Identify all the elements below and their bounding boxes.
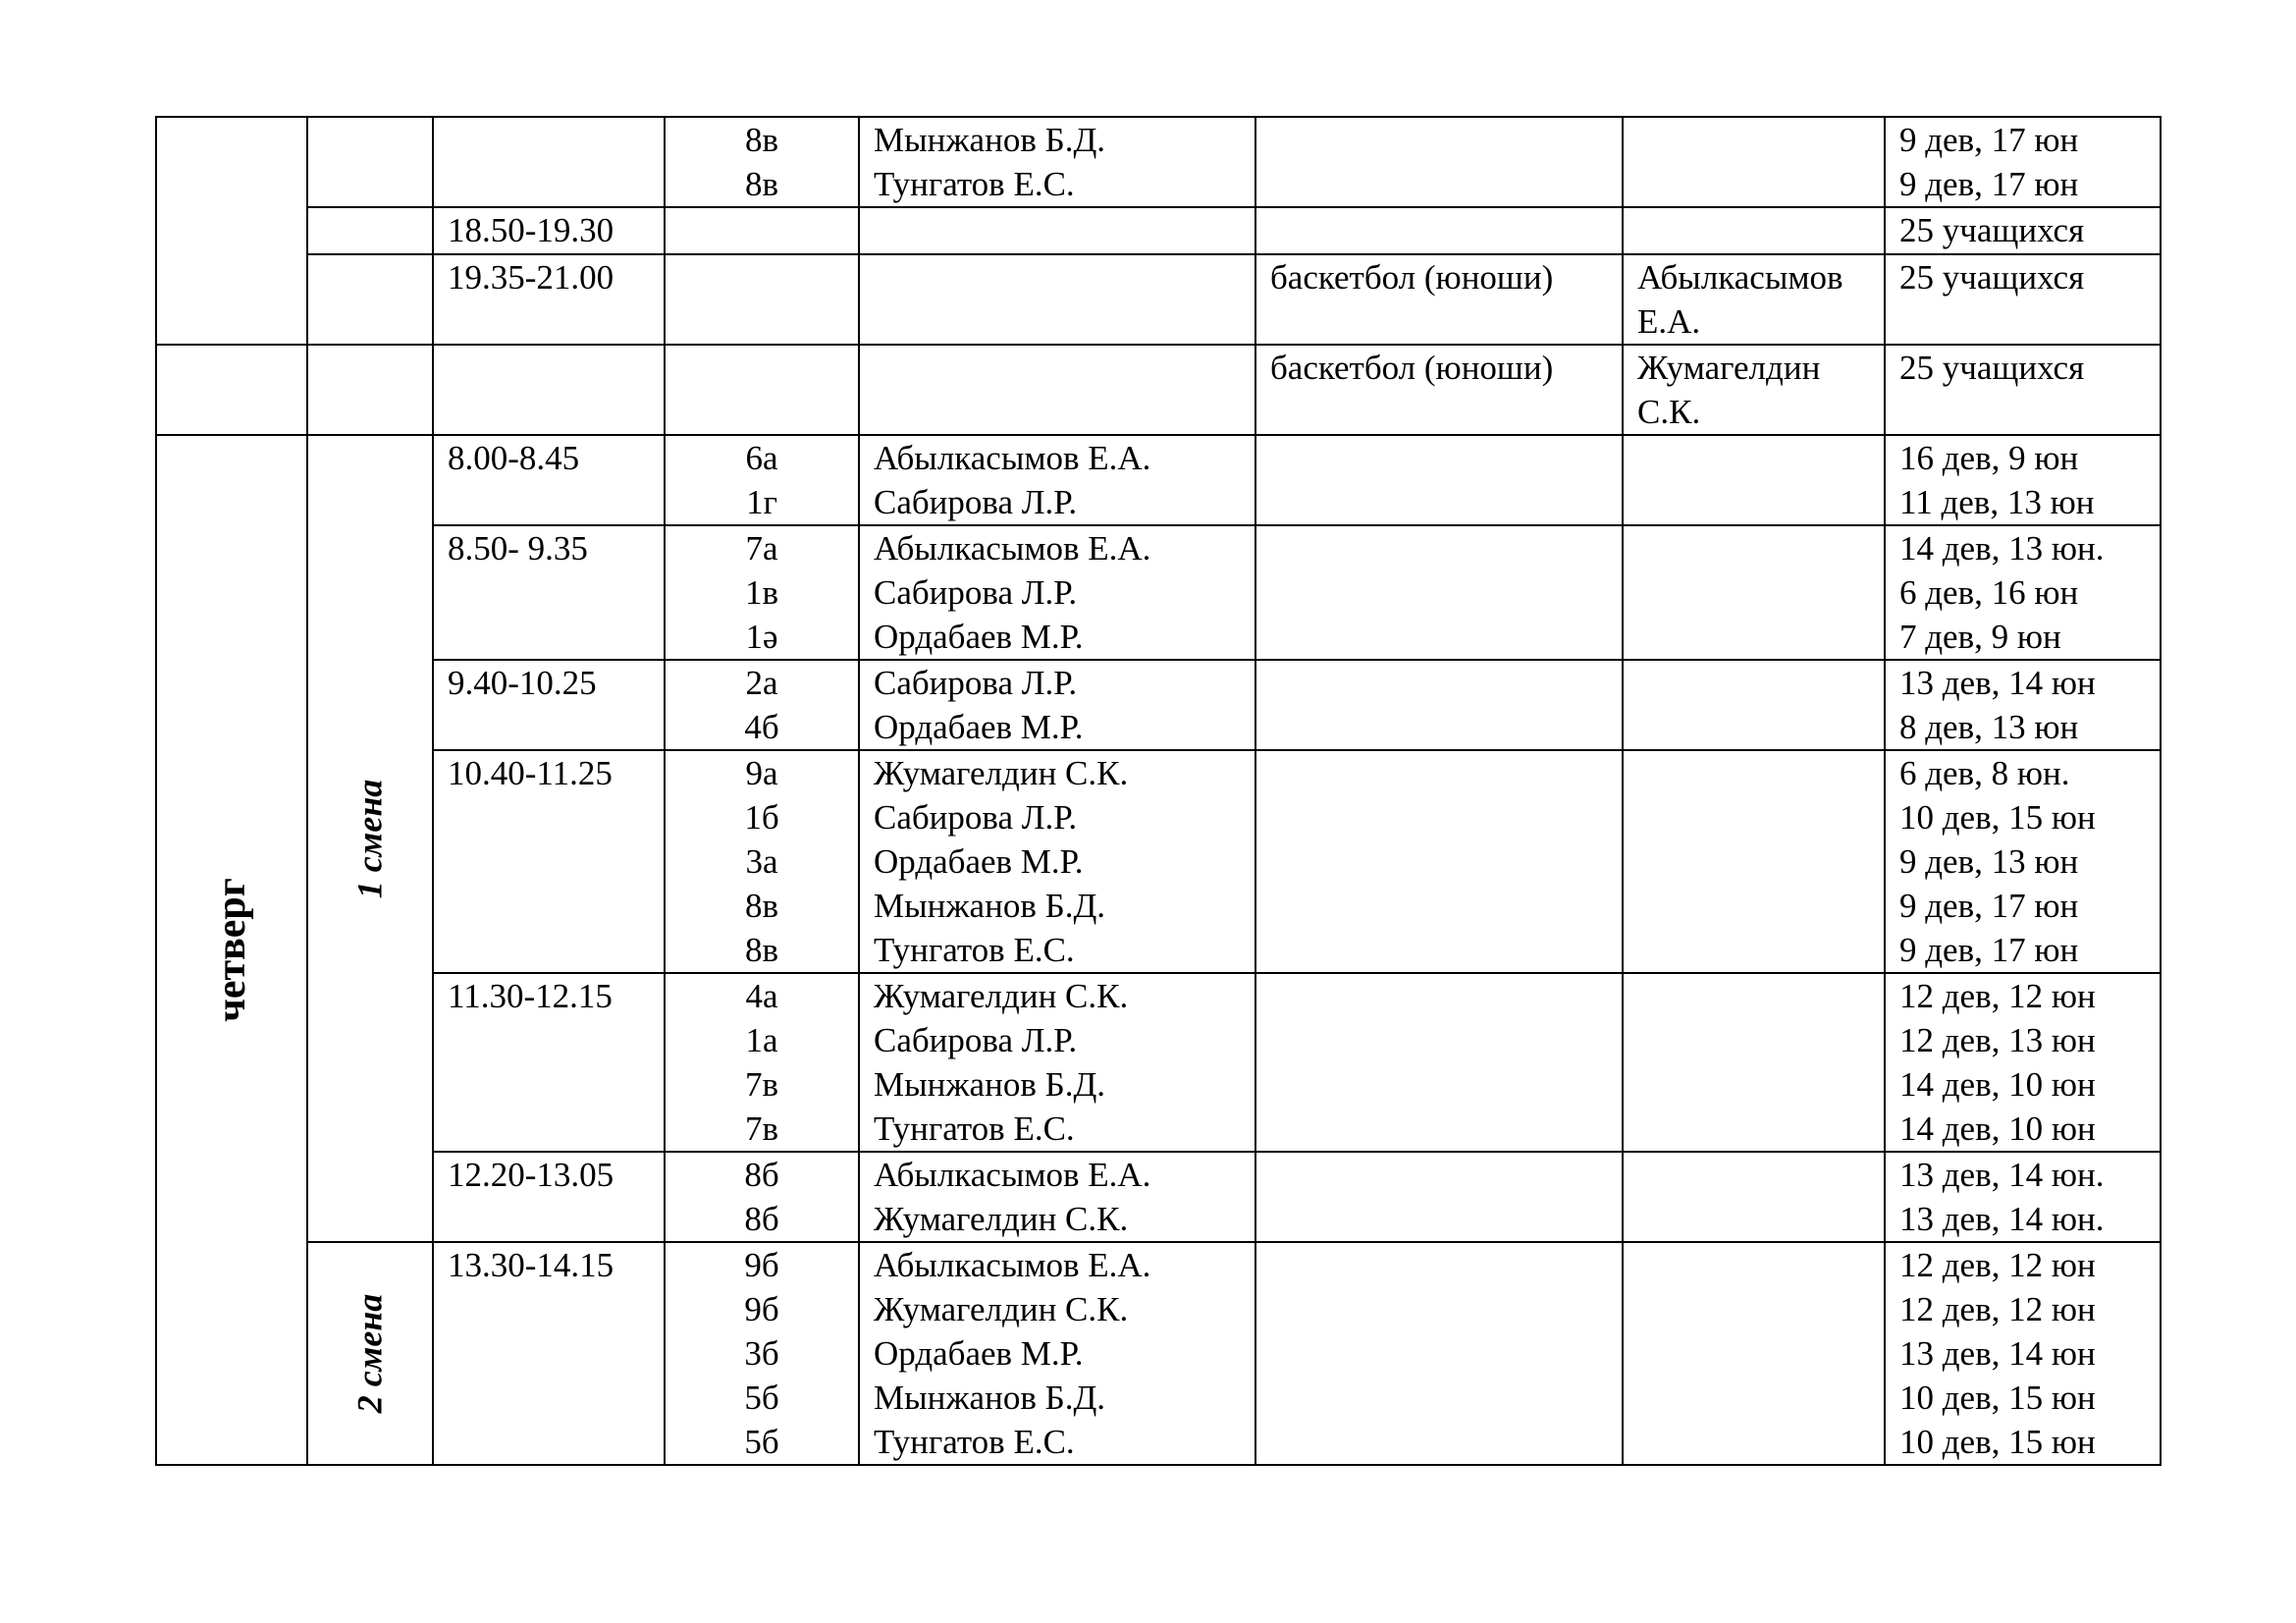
shift-cell-empty [307,345,433,435]
activity-cell [1255,973,1623,1152]
shift-cell-empty [307,254,433,345]
students-cell: 25 учащихся [1885,345,2161,435]
day-cell-empty [156,117,307,345]
time-cell [433,117,665,207]
class-cell: 9б 9б 3б 5б 5б [665,1242,859,1465]
coach-cell [1623,207,1885,254]
activity-cell: баскетбол (юноши) [1255,254,1623,345]
class-cell: 7а 1в 1ә [665,525,859,660]
activity-cell [1255,660,1623,750]
table-row [156,435,2161,525]
coach-cell [1623,1152,1885,1242]
activity-cell [1255,525,1623,660]
day-label: четверг [208,877,254,1022]
students-cell: 12 дев, 12 юн 12 дев, 13 юн 14 дев, 10 юн 14 дев, 10 юн [1885,973,2161,1152]
table-row [156,1152,2161,1242]
time-cell: 13.30-14.15 [433,1242,665,1465]
teacher-cell: Абылкасымов Е.А. Жумагелдин С.К. [859,1152,1255,1242]
table-row [156,660,2161,750]
table-row [156,345,2161,435]
shift-label: 2 смена [349,1293,390,1414]
class-cell [665,345,859,435]
coach-cell [1623,117,1885,207]
teacher-cell [859,254,1255,345]
teacher-cell: Мынжанов Б.Д. Тунгатов Е.С. [859,117,1255,207]
students-cell: 16 дев, 9 юн 11 дев, 13 юн [1885,435,2161,525]
table-row [156,117,2161,207]
activity-cell [1255,207,1623,254]
coach-cell [1623,660,1885,750]
shift-label: 1 смена [349,779,390,898]
coach-cell [1623,1242,1885,1465]
day-label-cell [156,435,307,1465]
students-cell: 25 учащихся [1885,254,2161,345]
shift-cell-empty [307,117,433,207]
students-cell: 14 дев, 13 юн. 6 дев, 16 юн 7 дев, 9 юн [1885,525,2161,660]
shift-cell-empty [307,207,433,254]
students-cell: 6 дев, 8 юн. 10 дев, 15 юн 9 дев, 13 юн 9 дев, 17 юн 9 дев, 17 юн [1885,750,2161,973]
time-cell: 18.50-19.30 [433,207,665,254]
activity-cell [1255,117,1623,207]
class-cell [665,207,859,254]
shift-label-cell [307,435,433,1242]
students-cell: 13 дев, 14 юн 8 дев, 13 юн [1885,660,2161,750]
teacher-cell: Абылкасымов Е.А. Сабирова Л.Р. Ордабаев М.Р. [859,525,1255,660]
teacher-cell [859,207,1255,254]
time-cell [433,345,665,435]
table-row [156,973,2161,1152]
table-row [156,1242,2161,1465]
time-cell: 8.50- 9.35 [433,525,665,660]
class-cell: 8б 8б [665,1152,859,1242]
coach-cell: Абылкасымов Е.А. [1623,254,1885,345]
class-cell: 8в 8в [665,117,859,207]
class-cell [665,254,859,345]
teacher-cell: Абылкасымов Е.А. Жумагелдин С.К. Ордабаев М.Р. Мынжанов Б.Д. Тунгатов Е.С. [859,1242,1255,1465]
class-cell: 2а 4б [665,660,859,750]
class-cell: 4а 1а 7в 7в [665,973,859,1152]
schedule-sheet [155,116,2160,1466]
students-cell: 9 дев, 17 юн 9 дев, 17 юн [1885,117,2161,207]
teacher-cell: Сабирова Л.Р. Ордабаев М.Р. [859,660,1255,750]
day-cell-empty [156,345,307,435]
table-row [156,207,2161,254]
table-row [156,254,2161,345]
time-cell: 10.40-11.25 [433,750,665,973]
teacher-cell: Жумагелдин С.К. Сабирова Л.Р. Ордабаев М.Р. Мынжанов Б.Д. Тунгатов Е.С. [859,750,1255,973]
students-cell: 13 дев, 14 юн. 13 дев, 14 юн. [1885,1152,2161,1242]
coach-cell [1623,525,1885,660]
activity-cell [1255,750,1623,973]
coach-cell [1623,973,1885,1152]
students-cell: 12 дев, 12 юн 12 дев, 12 юн 13 дев, 14 юн 10 дев, 15 юн 10 дев, 15 юн [1885,1242,2161,1465]
coach-cell [1623,750,1885,973]
class-cell: 6а 1г [665,435,859,525]
time-cell: 11.30-12.15 [433,973,665,1152]
activity-cell [1255,1152,1623,1242]
time-cell: 12.20-13.05 [433,1152,665,1242]
shift-label-cell [307,1242,433,1465]
activity-cell [1255,435,1623,525]
teacher-cell [859,345,1255,435]
time-cell: 19.35-21.00 [433,254,665,345]
table-row [156,525,2161,660]
table-row [156,750,2161,973]
teacher-cell: Абылкасымов Е.А. Сабирова Л.Р. [859,435,1255,525]
teacher-cell: Жумагелдин С.К. Сабирова Л.Р. Мынжанов Б.Д. Тунгатов Е.С. [859,973,1255,1152]
time-cell: 9.40-10.25 [433,660,665,750]
schedule-table [155,116,2162,1466]
activity-cell: баскетбол (юноши) [1255,345,1623,435]
coach-cell: Жумагелдин С.К. [1623,345,1885,435]
class-cell: 9а 1б 3а 8в 8в [665,750,859,973]
time-cell: 8.00-8.45 [433,435,665,525]
coach-cell [1623,435,1885,525]
students-cell: 25 учащихся [1885,207,2161,254]
activity-cell [1255,1242,1623,1465]
